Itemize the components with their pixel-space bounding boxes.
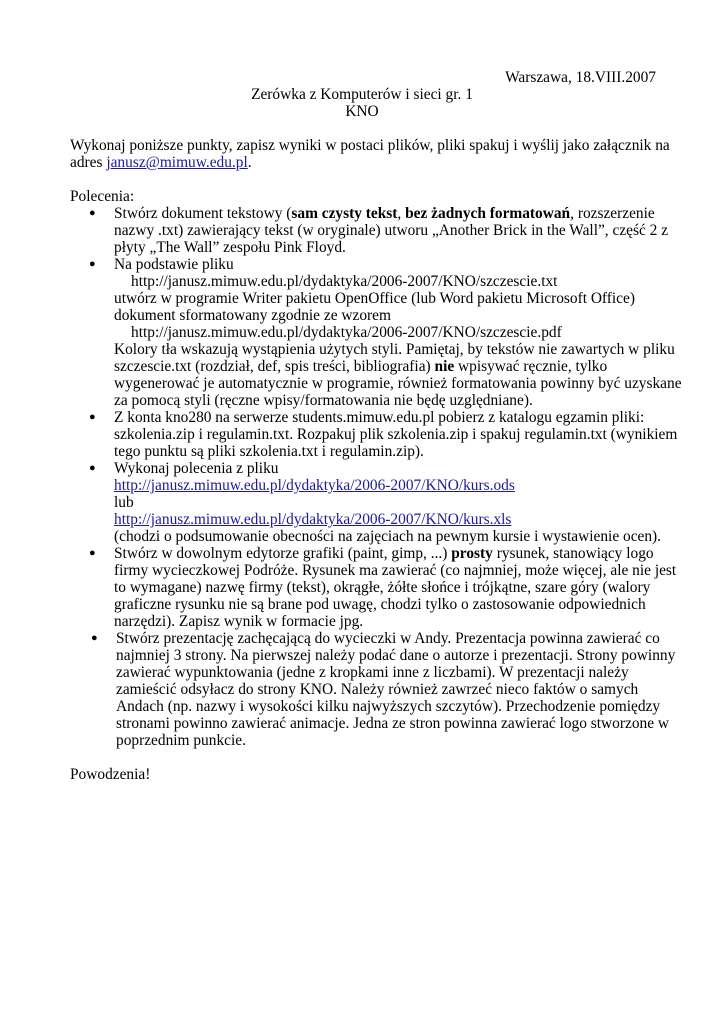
item4-line1: Wykonaj polecenia z pliku — [114, 460, 279, 477]
bold-run: prosty — [451, 545, 493, 562]
intro-line-2 — [70, 154, 252, 171]
item6-line6: stronami powinno zawierać animacje. Jedna ze stron powinna zawierać logo stworzone w — [116, 715, 670, 732]
item3-line2: szkolenia.zip i regulamin.txt. Rozpakuj plik szkolenia.zip i spakuj regulamin.txt (wynikiem — [114, 426, 678, 443]
item4-or: lub — [114, 494, 134, 511]
item6-line3: zawierać wypunktowania (jedne z kropkami inne z liczbami). W prezentacji należy — [116, 664, 629, 681]
place-date: Warszawa, 18.VIII.2007 — [505, 69, 656, 86]
bullet-icon: ● — [89, 547, 96, 559]
document-subtitle: KNO — [345, 103, 379, 120]
bold-run: bez żadnych formatowań — [405, 205, 571, 222]
text-run: rysunek, stanowiący logo — [492, 545, 654, 562]
item3-line1: Z konta kno280 na serwerze students.mimuw.edu.pl pobierz z katalogu egzamin pliki: — [114, 409, 645, 426]
item1-line3: płyty „The Wall” zespołu Pink Floyd. — [114, 239, 346, 256]
item5-line4: graficzne rysunku nie są brane pod uwagę, chodzi tylko o zastosowanie odpowiednich — [114, 596, 646, 613]
bullet-icon: ● — [89, 411, 96, 423]
item2-line6: Kolory tła wskazują wystąpienia użytych styli. Pamiętaj, by tekstów nie zawartych w pliku — [114, 341, 675, 358]
text-run: szczescie.txt (rozdział, def, spis treści, bibliografia) — [114, 358, 435, 375]
item2-line1: Na podstawie pliku — [114, 256, 234, 273]
intro-line-1: Wykonaj poniższe punkty, zapisz wyniki w postaci plików, pliki spakuj i wyślij jako załącznik na — [70, 137, 670, 154]
text-run: Stwórz dokument tekstowy ( — [114, 205, 292, 222]
intro-prefix: adres — [70, 154, 107, 171]
item6-line5: Andach (np. nazwy i wysokości kilku najwyższych szczytów). Przechodzenie pomiędzy — [116, 698, 661, 715]
bold-run: nie — [434, 358, 455, 375]
item2-line8: wygenerować je automatycznie w programie, również formatowania powinny być uzyskane — [114, 375, 682, 392]
document-title: Zerówka z Komputerów i sieci gr. 1 — [251, 86, 473, 103]
text-run: Stwórz w dowolnym edytorze grafiki (paint, gimp, ...) — [114, 545, 452, 562]
kurs-ods-link[interactable]: http://janusz.mimuw.edu.pl/dydaktyka/2006-2007/KNO/kurs.ods — [114, 477, 515, 494]
bullet-icon: ● — [89, 462, 96, 474]
text-run: , rozszerzenie — [570, 205, 655, 222]
bullet-icon: ● — [91, 632, 98, 644]
item6-line1: Stwórz prezentację zachęcającą do wycieczki w Andy. Prezentacja powinna zawierać co — [116, 630, 660, 647]
text-run: , — [397, 205, 406, 222]
item2-line7 — [114, 358, 607, 375]
bullet-icon: ● — [89, 207, 96, 219]
intro-suffix: . — [247, 154, 252, 171]
item5-line5: narzędzi). Zapisz wynik w formacie jpg. — [114, 613, 364, 630]
text-run: wpisywać ręcznie, tylko — [454, 358, 608, 375]
item6-line7: poprzednim punkcie. — [116, 732, 246, 749]
item5-line1 — [114, 545, 654, 562]
email-link[interactable]: janusz@mimuw.edu.pl — [106, 154, 248, 171]
item5-line2: firmy wycieczkowej Podróże. Rysunek ma zawierać (co najmniej, może więcej, ale nie jest — [114, 562, 677, 579]
item3-line3: tego punktu są pliki szkolenia.txt i regulamin.zip). — [114, 443, 424, 460]
item2-url-pdf: http://janusz.mimuw.edu.pl/dydaktyka/2006-2007/KNO/szczescie.pdf — [131, 324, 562, 341]
item1-line1 — [114, 205, 655, 222]
item2-line4: dokument sformatowany zgodnie ze wzorem — [114, 307, 391, 324]
item1-line2: nazwy .txt) zawierający tekst (w oryginale) utworu „Another Brick in the Wall”, część 2 z — [114, 222, 669, 239]
bullet-icon: ● — [89, 258, 96, 270]
item5-line3: to wymagane) nazwę firmy (tekst), okrągłe, żółte słońce i trójkątne, szare góry (walory — [114, 579, 651, 596]
item6-line4: zamieścić odsyłacz do strony KNO. Należy również zawrzeć nieco faktów o samych — [116, 681, 639, 698]
item2-url-txt: http://janusz.mimuw.edu.pl/dydaktyka/2006-2007/KNO/szczescie.txt — [131, 273, 558, 290]
item4-line5: (chodzi o podsumowanie obecności na zajęciach na pewnym kursie i wystawienie ocen). — [114, 528, 662, 545]
polecenia-label: Polecenia: — [70, 188, 135, 205]
closing-text: Powodzenia! — [70, 766, 151, 783]
item2-line3: utwórz w programie Writer pakietu OpenOffice (lub Word pakietu Microsoft Office) — [114, 290, 635, 307]
bold-run: sam czysty tekst — [291, 205, 398, 222]
item6-line2: najmniej 3 strony. Na pierwszej należy podać dane o autorze i prezentacji. Strony powinny — [116, 647, 676, 664]
kurs-xls-link[interactable]: http://janusz.mimuw.edu.pl/dydaktyka/2006-2007/KNO/kurs.xls — [114, 511, 512, 528]
item2-line9: za pomocą styli (ręczne wpisy/formatowania nie będę uzględniane). — [114, 392, 533, 409]
